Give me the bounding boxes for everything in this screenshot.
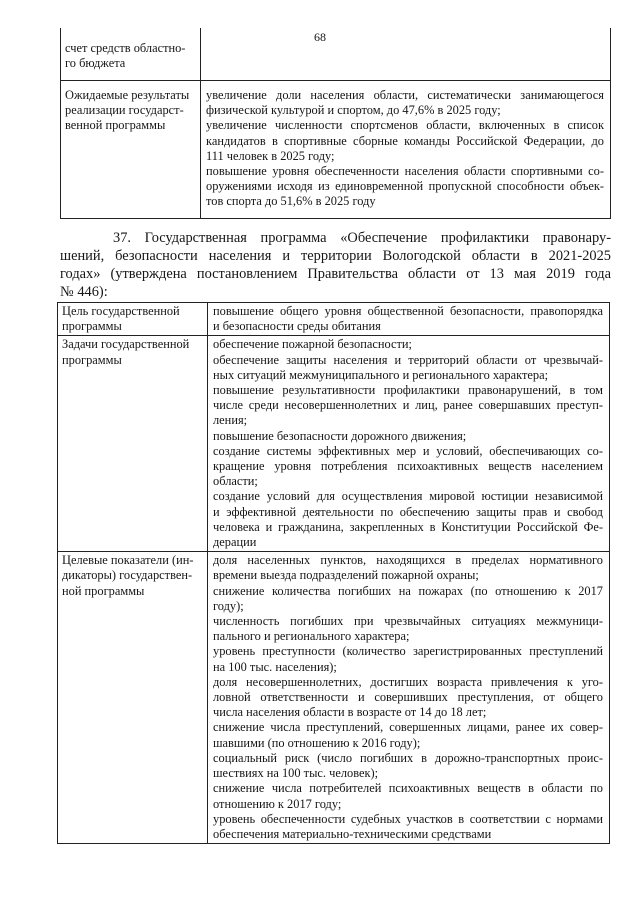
list-item	[213, 429, 603, 444]
list-item	[213, 353, 603, 383]
row-content-cell	[201, 28, 610, 80]
item-text-line: доля населенных пунктов, находящихся в пределах нормативного	[213, 553, 603, 568]
row-label-line: го бюджета	[65, 56, 126, 71]
page-number: 68	[314, 30, 326, 44]
item-text-line: снижение числа потребителей психоактивных веществ в области по	[213, 781, 603, 796]
item-text-line: области;	[213, 474, 258, 489]
item-text-line: и эффективной деятельности по обеспечению защиты прав и свобод	[213, 504, 603, 519]
table-row	[58, 303, 609, 336]
row-label-cell	[58, 303, 208, 335]
item-text-line: человека и гражданина, закрепленных в Конституции Российской Фе-	[213, 519, 603, 534]
item-text-line: оружениями исходя из единовременной пропускной способности объек-	[206, 179, 604, 194]
item-text-line: снижение количества погибших на пожарах (по отношению к 2017	[213, 583, 603, 598]
item-text-line: доля несовершеннолетних, достигших возраста привлечения к уго-	[213, 674, 603, 689]
item-text-line: повышение уровня обеспеченности населения области спортивными со-	[206, 164, 604, 179]
list-item	[213, 337, 603, 352]
table-row	[61, 28, 610, 81]
list-item	[213, 584, 603, 614]
list-item	[206, 118, 604, 164]
row-label-cell	[58, 552, 208, 843]
item-text-line: повышение безопасности дорожного движения;	[213, 428, 467, 443]
item-text-line: ления;	[213, 413, 248, 428]
row-label-line: Цель государственной	[62, 304, 180, 318]
item-text-line: кандидатов в спортивные сборные команды Российской Федерации, до	[206, 133, 604, 148]
row-content-cell	[208, 552, 609, 843]
item-text-line: обеспечения материально-техническими средствами	[213, 826, 492, 841]
list-item	[213, 644, 603, 674]
table-row	[58, 336, 609, 552]
item-text-line: числе среди несовершеннолетних и лиц, ранее совершавших преступ-	[213, 398, 603, 413]
item-text-line: году);	[213, 598, 244, 613]
paragraph-line: 37. Государственная программа «Обеспечение профилактики правонару-	[113, 230, 611, 246]
item-text-line: уровень обеспеченности судебных участков в соответствии с нормами	[213, 811, 603, 826]
item-text-line: создание условий для осуществления мировой юстиции независимой	[213, 489, 603, 504]
row-label-line: программы	[62, 352, 122, 367]
item-text-line: создание системы эффективных мер и условий, обеспечивающих со-	[213, 443, 603, 458]
item-text-line: числа населения области в возрасте от 14 до 18 лет;	[213, 705, 487, 720]
list-item	[206, 164, 604, 210]
list-item	[213, 383, 603, 429]
list-item	[213, 720, 603, 750]
list-item	[213, 489, 603, 550]
row-label-line: дикаторы) государствен-	[62, 568, 193, 583]
row-label-cell	[61, 81, 201, 218]
paragraph-line: № 446):	[60, 284, 108, 300]
item-text-line: снижение числа преступлений, совершенных лицами, ранее их совер-	[213, 720, 603, 735]
row-label-line: Целевые показатели (ин-	[62, 553, 194, 568]
list-item	[213, 614, 603, 644]
table-row	[58, 552, 609, 844]
paragraph-line: годах» (утверждена постановлением Правительства области от 13 мая 2019 года	[60, 266, 611, 282]
item-text-line: обеспечение защиты населения и территорий области от чрезвычай-	[213, 352, 603, 367]
item-text-line: увеличение численности спортсменов области, включенных в список	[206, 118, 604, 133]
row-content-cell	[208, 303, 609, 335]
item-text-line: дерации	[213, 535, 257, 550]
list-item	[213, 812, 603, 842]
list-item	[213, 781, 603, 811]
section-37-paragraph	[60, 229, 611, 301]
row-content-cell	[208, 336, 609, 551]
item-text-line: шествиях на 100 тыс. человек);	[213, 766, 379, 781]
row-label-cell	[58, 336, 208, 551]
item-text-line: пального и регионального характера;	[213, 629, 410, 644]
row-label-line: ной программы	[62, 583, 145, 598]
row-label-line: программы	[62, 319, 122, 334]
list-item	[213, 751, 603, 781]
row-label-line: счет средств областно-	[65, 41, 186, 55]
table-row	[61, 81, 610, 219]
row-label-line: реализации государст-	[65, 103, 184, 118]
row-label-line: Задачи государственной	[62, 337, 190, 352]
item-text-line: физической культурой и спортом, до 47,6% в 2025 году;	[206, 103, 501, 118]
item-text-line: времени выезда подразделений пожарной охраны;	[213, 568, 479, 583]
item-text-line: на 100 тыс. населения);	[213, 659, 337, 674]
item-text-line: повышение общего уровня общественной безопасности, правопорядка	[213, 304, 603, 318]
list-item	[206, 88, 604, 118]
row-content-cell	[201, 81, 610, 218]
program-passport-table	[57, 302, 610, 844]
item-text-line: обеспечение пожарной безопасности;	[213, 337, 412, 352]
item-text-line: численность погибших при чрезвычайных ситуациях межмуници-	[213, 614, 603, 629]
item-text-line: ловной ответственности и совершивших преступления, от общего	[213, 690, 603, 705]
row-label-line: Ожидаемые результаты	[65, 88, 190, 102]
item-text-line: отношению к 2017 году;	[213, 796, 342, 811]
item-text-line: кращение уровня потребления психоактивных веществ населением	[213, 459, 603, 474]
item-text-line: тов спорта до 51,6% в 2025 году	[206, 194, 376, 209]
item-text-line: уровень преступности (количество зарегистрированных преступлений	[213, 644, 603, 659]
item-text-line: и безопасности среды обитания	[213, 319, 381, 334]
list-item	[213, 675, 603, 721]
item-text-line: социальный риск (число погибших в дорожно-транспортных проис-	[213, 750, 603, 765]
row-label-cell	[61, 28, 201, 80]
list-item	[213, 444, 603, 490]
item-text-line: 111 человек в 2025 году;	[206, 148, 335, 163]
list-item	[213, 553, 603, 583]
list-item	[213, 304, 603, 334]
expected-results-table	[60, 28, 611, 219]
item-text-line: повышение результативности профилактики правонарушений, в том	[213, 383, 603, 398]
item-text-line: увеличение доли населения области, систематически занимающегося	[206, 88, 604, 102]
item-text-line: шавшими (по отношению к 2016 году);	[213, 735, 421, 750]
row-label-line: венной программы	[65, 118, 166, 133]
item-text-line: ных ситуаций межмуниципального и регионального характера;	[213, 367, 549, 382]
paragraph-line: шений, безопасности населения и территории Вологодской области в 2021-2025	[60, 248, 611, 264]
